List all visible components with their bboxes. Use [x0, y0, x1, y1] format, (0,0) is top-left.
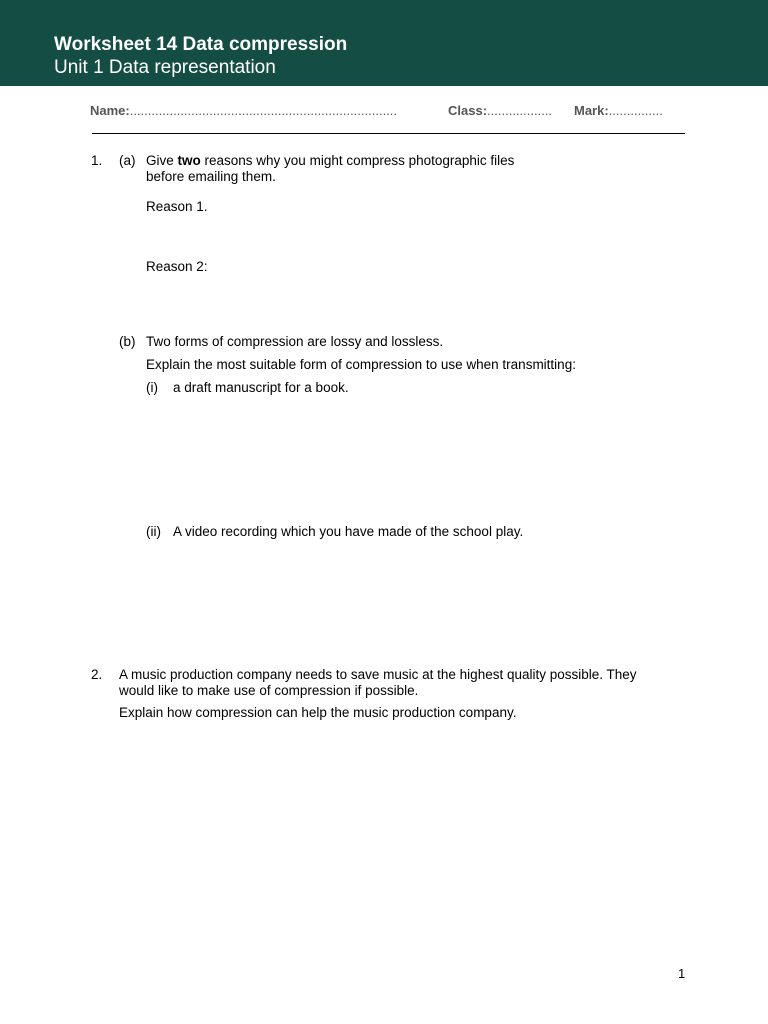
q2-number: 2.: [91, 667, 103, 682]
q1b-ii-text: A video recording which you have made of the school play.: [173, 524, 524, 539]
mark-label: Mark:: [574, 103, 609, 118]
q1b-ii-label: (ii): [146, 524, 161, 539]
q1a-label: (a): [119, 153, 136, 168]
q1b-label: (b): [119, 334, 136, 349]
name-field[interactable]: [90, 103, 397, 118]
q1b-line1: Two forms of compression are lossy and lossless.: [146, 334, 444, 349]
header-band: [0, 0, 768, 86]
q1a-text-after: reasons why you might compress photographic files: [200, 153, 515, 168]
q2-line1: A music production company needs to save music at the highest quality possible. They: [119, 667, 637, 682]
header-divider: [92, 133, 685, 134]
class-dots: ..................: [487, 103, 553, 118]
reason-2-label: Reason 2:: [146, 259, 208, 274]
q1b-i-text: a draft manuscript for a book.: [173, 380, 349, 395]
name-dots: ..........................................................................: [129, 103, 398, 118]
q1a-text-before: Give: [146, 153, 178, 168]
q1a-text-line2: before emailing them.: [146, 169, 276, 184]
name-label: Name:: [90, 103, 130, 118]
worksheet-title: Worksheet 14 Data compression: [54, 34, 348, 55]
mark-field[interactable]: [574, 103, 663, 118]
page-number: 1: [678, 966, 686, 981]
mark-dots: ...............: [608, 103, 663, 118]
q1b-i-label: (i): [146, 380, 158, 395]
q1a-text: [146, 153, 514, 169]
class-field[interactable]: [448, 103, 552, 118]
q1a-text-bold: two: [177, 153, 201, 168]
q1-number: 1.: [91, 153, 103, 168]
class-label: Class:: [448, 103, 488, 118]
q1b-line2: Explain the most suitable form of compression to use when transmitting:: [146, 357, 576, 372]
q2-line2: would like to make use of compression if possible.: [119, 683, 419, 698]
reason-1-label: Reason 1.: [146, 199, 208, 214]
q2-line3: Explain how compression can help the music production company.: [119, 705, 517, 720]
worksheet-subtitle: Unit 1 Data representation: [54, 57, 276, 78]
